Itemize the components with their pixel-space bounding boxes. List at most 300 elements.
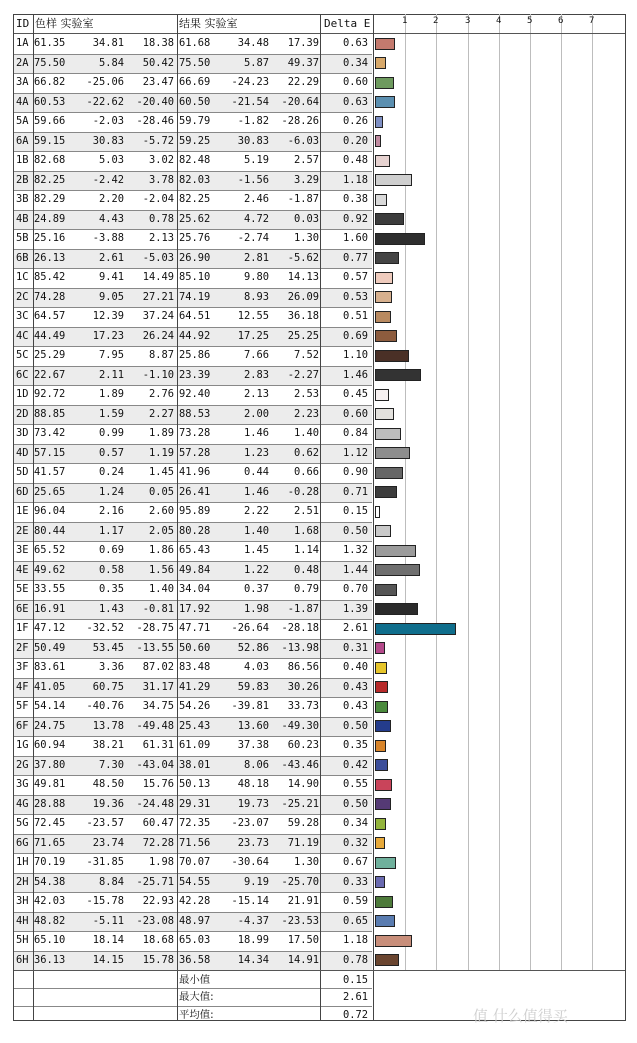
row-divider (14, 171, 372, 172)
cell-delta-e: 1.39 (342, 602, 368, 615)
cell-sample-a: 7.30 (98, 758, 124, 771)
cell-sample-b: -24.48 (136, 797, 174, 810)
cell-delta-e: 0.51 (342, 310, 368, 322)
cell-id: 3D (16, 427, 29, 439)
table-row (14, 151, 372, 170)
cell-result-a: 4.03 (243, 661, 269, 673)
cell-sample-b: 23.47 (142, 76, 174, 88)
cell-sample-b: -23.08 (136, 914, 174, 927)
cell-sample-l: 74.28 (34, 290, 66, 303)
cell-sample-b: 50.42 (142, 56, 174, 69)
cell-result-l: 59.79 (179, 115, 211, 127)
summary-label: 最大值: (179, 991, 214, 1004)
chart-gridline (405, 14, 406, 970)
cell-sample-b: 3.02 (148, 154, 174, 166)
row-divider (14, 112, 372, 113)
cell-delta-e: 0.26 (342, 115, 368, 127)
chart-bar-6H (375, 954, 399, 966)
cell-sample-a: 0.35 (98, 583, 124, 595)
cell-sample-a: -25.06 (86, 76, 124, 88)
cell-sample-b: -1.10 (142, 368, 174, 381)
cell-sample-b: 37.24 (142, 310, 174, 322)
cell-delta-e: 2.61 (342, 622, 368, 634)
table-row (14, 132, 372, 151)
cell-result-a: 59.83 (237, 680, 269, 693)
cell-result-b: 59.28 (287, 817, 319, 829)
cell-result-l: 25.43 (179, 719, 211, 732)
cell-sample-a: 2.20 (98, 193, 124, 205)
cell-result-l: 26.90 (179, 251, 211, 264)
cell-result-b: 0.48 (293, 563, 319, 576)
header-id: ID (16, 17, 30, 30)
cell-sample-a: 2.11 (98, 368, 124, 381)
cell-result-l: 23.39 (179, 368, 211, 381)
chart-bar-3A (375, 77, 394, 89)
cell-sample-a: -2.42 (92, 173, 124, 186)
cell-result-b: 14.13 (287, 271, 319, 283)
cell-result-b: -5.62 (287, 251, 319, 264)
cell-id: 6C (16, 368, 29, 381)
row-divider (14, 346, 372, 347)
cell-result-b: 17.50 (287, 934, 319, 946)
cell-delta-e: 0.55 (342, 778, 368, 790)
chart-bar-4C (375, 330, 397, 342)
chart-bar-2C (375, 291, 392, 303)
cell-result-l: 41.29 (179, 680, 211, 693)
cell-result-b: 0.79 (293, 583, 319, 595)
cell-sample-a: 2.61 (98, 251, 124, 264)
cell-result-b: 0.66 (293, 466, 319, 478)
cell-result-a: 48.18 (237, 778, 269, 790)
cell-sample-l: 41.57 (34, 466, 66, 478)
cell-sample-b: 0.05 (148, 485, 174, 498)
row-divider (14, 873, 372, 874)
cell-result-l: 26.41 (179, 485, 211, 498)
cell-result-l: 83.48 (179, 661, 211, 673)
table-row (14, 678, 372, 697)
cell-delta-e: 0.78 (342, 953, 368, 966)
chart-bar-3B (375, 194, 387, 206)
cell-result-l: 41.96 (179, 466, 211, 478)
cell-result-b: 30.26 (287, 680, 319, 693)
cell-sample-a: 19.36 (92, 797, 124, 810)
cell-sample-l: 42.03 (34, 895, 66, 907)
table-row (14, 444, 372, 463)
cell-sample-b: 15.78 (142, 953, 174, 966)
cell-result-b: -1.87 (287, 602, 319, 615)
chart-bar-2G (375, 759, 388, 771)
cell-sample-l: 96.04 (34, 505, 66, 517)
cell-result-b: 17.39 (287, 37, 319, 49)
cell-id: 5C (16, 349, 29, 361)
cell-sample-l: 83.61 (34, 661, 66, 673)
cell-result-l: 59.25 (179, 134, 211, 147)
cell-delta-e: 0.43 (342, 680, 368, 693)
cell-sample-l: 25.65 (34, 485, 66, 498)
cell-delta-e: 0.33 (342, 875, 368, 888)
cell-sample-b: -5.72 (142, 134, 174, 147)
cell-sample-l: 37.80 (34, 758, 66, 771)
cell-sample-a: 7.95 (98, 349, 124, 361)
chart-tick-label: 6 (558, 16, 564, 26)
chart-tick-label: 5 (527, 16, 533, 26)
chart-bar-1A (375, 38, 395, 50)
cell-result-l: 82.25 (179, 193, 211, 205)
cell-id: 4F (16, 680, 29, 693)
cell-result-b: -28.18 (281, 622, 319, 634)
table-row (14, 639, 372, 658)
cell-result-b: 36.18 (287, 310, 319, 322)
cell-delta-e: 0.15 (342, 505, 368, 517)
cell-sample-a: 14.15 (92, 953, 124, 966)
table-row (14, 73, 372, 92)
chart-gridline (561, 14, 562, 970)
table-row (14, 190, 372, 209)
cell-sample-b: 1.89 (148, 427, 174, 439)
cell-result-a: 1.22 (243, 563, 269, 576)
table-row (14, 171, 372, 190)
cell-delta-e: 0.43 (342, 700, 368, 712)
cell-id: 4D (16, 446, 29, 459)
cell-sample-a: 18.14 (92, 934, 124, 946)
cell-sample-b: -49.48 (136, 719, 174, 732)
cell-sample-l: 57.15 (34, 446, 66, 459)
cell-result-l: 75.50 (179, 56, 211, 69)
cell-sample-a: 1.59 (98, 407, 124, 420)
cell-result-a: 7.66 (243, 349, 269, 361)
column-divider (320, 14, 321, 1021)
table-row (14, 600, 372, 619)
cell-result-l: 73.28 (179, 427, 211, 439)
cell-result-a: 2.13 (243, 388, 269, 400)
row-divider (14, 697, 372, 698)
cell-result-l: 57.28 (179, 446, 211, 459)
cell-sample-l: 25.29 (34, 349, 66, 361)
cell-delta-e: 1.10 (342, 349, 368, 361)
cell-sample-a: 1.17 (98, 524, 124, 537)
chart-bar-5A (375, 116, 383, 128)
cell-sample-b: -43.04 (136, 758, 174, 771)
cell-result-b: -25.70 (281, 875, 319, 888)
cell-id: 5A (16, 115, 29, 127)
cell-sample-l: 50.49 (34, 641, 66, 654)
cell-sample-l: 82.68 (34, 154, 66, 166)
cell-result-a: 9.19 (243, 875, 269, 888)
cell-sample-l: 59.66 (34, 115, 66, 127)
table-row (14, 541, 372, 560)
cell-result-l: 42.28 (179, 895, 211, 907)
chart-bar-5C (375, 350, 409, 362)
cell-result-l: 82.03 (179, 173, 211, 186)
cell-sample-a: 48.50 (92, 778, 124, 790)
cell-sample-l: 54.14 (34, 700, 66, 712)
table-row (14, 931, 372, 950)
cell-result-a: 2.22 (243, 505, 269, 517)
cell-id: 3A (16, 76, 29, 88)
cell-result-b: 1.30 (293, 232, 319, 244)
cell-delta-e: 0.90 (342, 466, 368, 478)
cell-result-a: 52.86 (237, 641, 269, 654)
cell-delta-e: 0.45 (342, 388, 368, 400)
cell-result-b: -6.03 (287, 134, 319, 147)
cell-sample-a: 4.43 (98, 212, 124, 225)
cell-sample-b: -28.46 (136, 115, 174, 127)
chart-bar-1E (375, 506, 380, 518)
row-divider (14, 736, 372, 737)
chart-bar-4B (375, 213, 404, 225)
cell-delta-e: 1.18 (342, 173, 368, 186)
chart-bar-4G (375, 798, 391, 810)
cell-result-l: 44.92 (179, 329, 211, 342)
row-divider (14, 424, 372, 425)
table-row (14, 268, 372, 287)
cell-sample-l: 54.38 (34, 875, 66, 888)
cell-result-b: 1.14 (293, 544, 319, 556)
cell-result-a: 2.83 (243, 368, 269, 381)
cell-sample-l: 49.62 (34, 563, 66, 576)
table-row (14, 658, 372, 677)
table-row (14, 853, 372, 872)
cell-delta-e: 0.31 (342, 641, 368, 654)
cell-sample-l: 92.72 (34, 388, 66, 400)
cell-result-l: 29.31 (179, 797, 211, 810)
cell-result-a: -24.23 (231, 76, 269, 88)
cell-id: 1F (16, 622, 29, 634)
cell-sample-a: 8.84 (98, 875, 124, 888)
cell-sample-a: -22.62 (86, 95, 124, 108)
cell-delta-e: 0.60 (342, 407, 368, 420)
cell-result-b: 0.03 (293, 212, 319, 225)
cell-id: 4C (16, 329, 29, 342)
cell-sample-a: 5.03 (98, 154, 124, 166)
cell-delta-e: 0.34 (342, 56, 368, 69)
cell-result-l: 17.92 (179, 602, 211, 615)
cell-sample-b: -2.04 (142, 193, 174, 205)
cell-delta-e: 0.35 (342, 739, 368, 751)
cell-delta-e: 0.50 (342, 797, 368, 810)
row-divider (14, 307, 372, 308)
cell-sample-a: 9.05 (98, 290, 124, 303)
cell-id: 2A (16, 56, 29, 69)
table-row (14, 249, 372, 268)
row-divider (14, 814, 372, 815)
chart-bar-3C (375, 311, 391, 323)
cell-sample-a: 23.74 (92, 836, 124, 849)
chart-tick-label: 3 (465, 16, 471, 26)
table-row (14, 34, 372, 53)
cell-sample-b: -0.81 (142, 602, 174, 615)
cell-result-l: 64.51 (179, 310, 211, 322)
cell-id: 1D (16, 388, 29, 400)
summary-label: 最小值 (179, 974, 211, 986)
cell-id: 3E (16, 544, 29, 556)
cell-sample-a: 17.23 (92, 329, 124, 342)
cell-sample-a: 30.83 (92, 134, 124, 147)
cell-sample-a: 0.69 (98, 544, 124, 556)
cell-result-b: 25.25 (287, 329, 319, 342)
cell-sample-a: 0.99 (98, 427, 124, 439)
chart-bar-4E (375, 564, 420, 576)
cell-id: 6A (16, 134, 29, 147)
summary-value: 2.61 (342, 991, 368, 1004)
chart-bar-5H (375, 935, 412, 947)
cell-id: 4H (16, 914, 29, 927)
chart-bar-2B (375, 174, 412, 186)
chart-bar-2H (375, 876, 385, 888)
cell-result-l: 34.04 (179, 583, 211, 595)
cell-result-b: 49.37 (287, 56, 319, 69)
row-divider (14, 229, 372, 230)
cell-result-b: -1.87 (287, 193, 319, 205)
cell-result-a: 1.46 (243, 427, 269, 439)
cell-result-a: -23.07 (231, 817, 269, 829)
chart-bar-6D (375, 486, 397, 498)
chart-bar-6A (375, 135, 381, 147)
cell-sample-b: 34.75 (142, 700, 174, 712)
cell-delta-e: 0.48 (342, 154, 368, 166)
cell-delta-e: 0.59 (342, 895, 368, 907)
cell-delta-e: 0.57 (342, 271, 368, 283)
cell-id: 3H (16, 895, 29, 907)
cell-result-l: 61.68 (179, 37, 211, 49)
cell-sample-l: 88.85 (34, 407, 66, 420)
row-divider (14, 756, 372, 757)
row-divider (14, 151, 372, 152)
cell-id: 2D (16, 407, 29, 420)
cell-result-l: 65.03 (179, 934, 211, 946)
cell-delta-e: 0.42 (342, 758, 368, 771)
cell-result-b: 3.29 (293, 173, 319, 186)
row-divider (14, 385, 372, 386)
table-row (14, 424, 372, 443)
cell-delta-e: 0.60 (342, 76, 368, 88)
cell-result-a: 0.37 (243, 583, 269, 595)
cell-sample-l: 33.55 (34, 583, 66, 595)
cell-delta-e: 1.44 (342, 563, 368, 576)
cell-sample-b: 60.47 (142, 817, 174, 829)
cell-sample-l: 24.75 (34, 719, 66, 732)
cell-result-a: -4.37 (237, 914, 269, 927)
cell-result-a: 37.38 (237, 739, 269, 751)
cell-id: 2B (16, 173, 29, 186)
cell-id: 1E (16, 505, 29, 517)
cell-sample-a: 0.24 (98, 466, 124, 478)
cell-result-a: 9.80 (243, 271, 269, 283)
chart-tick-label: 7 (589, 16, 595, 26)
cell-sample-b: -28.75 (136, 622, 174, 634)
cell-result-l: 54.55 (179, 875, 211, 888)
cell-sample-a: 1.24 (98, 485, 124, 498)
cell-result-b: 7.52 (293, 349, 319, 361)
cell-result-l: 70.07 (179, 856, 211, 868)
cell-result-b: 86.56 (287, 661, 319, 673)
cell-result-l: 38.01 (179, 758, 211, 771)
cell-sample-a: 38.21 (92, 739, 124, 751)
cell-id: 4B (16, 212, 29, 225)
chart-bar-2E (375, 525, 391, 537)
summary-value: 0.72 (342, 1008, 368, 1021)
cell-result-a: -39.81 (231, 700, 269, 712)
cell-delta-e: 0.32 (342, 836, 368, 849)
row-divider (14, 405, 372, 406)
row-divider (14, 463, 372, 464)
cell-sample-a: 9.41 (98, 271, 124, 283)
cell-result-b: 71.19 (287, 836, 319, 849)
cell-result-a: 17.25 (237, 329, 269, 342)
cell-result-a: 5.87 (243, 56, 269, 69)
chart-bar-1F (375, 623, 456, 635)
cell-id: 6G (16, 836, 29, 849)
column-divider (177, 14, 178, 1021)
cell-result-a: 2.46 (243, 193, 269, 205)
watermark: 值 什么值得买 (473, 1007, 568, 1025)
cell-sample-b: -25.71 (136, 875, 174, 888)
cell-result-b: -23.53 (281, 914, 319, 927)
cell-id: 1H (16, 856, 29, 868)
cell-id: 1A (16, 37, 29, 49)
cell-delta-e: 1.46 (342, 368, 368, 381)
cell-result-l: 66.69 (179, 76, 211, 88)
row-divider (14, 288, 372, 289)
table-row (14, 112, 372, 131)
table-row (14, 814, 372, 833)
column-divider (373, 14, 374, 1021)
cell-sample-a: 3.36 (98, 661, 124, 673)
cell-result-l: 92.40 (179, 388, 211, 400)
table-row (14, 229, 372, 248)
chart-bar-1G (375, 740, 386, 752)
cell-delta-e: 0.40 (342, 661, 368, 673)
cell-sample-b: 18.68 (142, 934, 174, 946)
cell-result-a: 13.60 (237, 719, 269, 732)
cell-id: 5E (16, 583, 29, 595)
chart-bar-6B (375, 252, 399, 264)
table-row (14, 483, 372, 502)
cell-result-a: 34.48 (237, 37, 269, 49)
cell-delta-e: 1.32 (342, 544, 368, 556)
cell-sample-b: 0.78 (148, 212, 174, 225)
table-row (14, 366, 372, 385)
cell-delta-e: 0.65 (342, 914, 368, 927)
chart-bar-1D (375, 389, 389, 401)
cell-sample-l: 47.12 (34, 622, 66, 634)
table-row (14, 288, 372, 307)
cell-sample-b: 1.86 (148, 544, 174, 556)
cell-sample-b: 1.56 (148, 563, 174, 576)
row-divider (14, 561, 372, 562)
cell-result-a: 1.40 (243, 524, 269, 537)
chart-bar-3E (375, 545, 416, 557)
cell-sample-a: 1.89 (98, 388, 124, 400)
chart-bar-6F (375, 720, 391, 732)
cell-sample-a: -32.52 (86, 622, 124, 634)
cell-sample-a: 34.81 (92, 37, 124, 49)
cell-id: 4G (16, 797, 29, 810)
cell-result-a: -15.14 (231, 895, 269, 907)
chart-gridline (592, 14, 593, 970)
chart-bar-5G (375, 818, 386, 830)
cell-result-a: 12.55 (237, 310, 269, 322)
cell-id: 2F (16, 641, 29, 654)
cell-result-b: 1.30 (293, 856, 319, 868)
cell-result-l: 88.53 (179, 407, 211, 420)
cell-id: 1B (16, 154, 29, 166)
cell-delta-e: 0.84 (342, 427, 368, 439)
table-row (14, 580, 372, 599)
cell-result-a: 23.73 (237, 836, 269, 849)
cell-sample-l: 61.35 (34, 37, 66, 49)
cell-result-l: 36.58 (179, 953, 211, 966)
